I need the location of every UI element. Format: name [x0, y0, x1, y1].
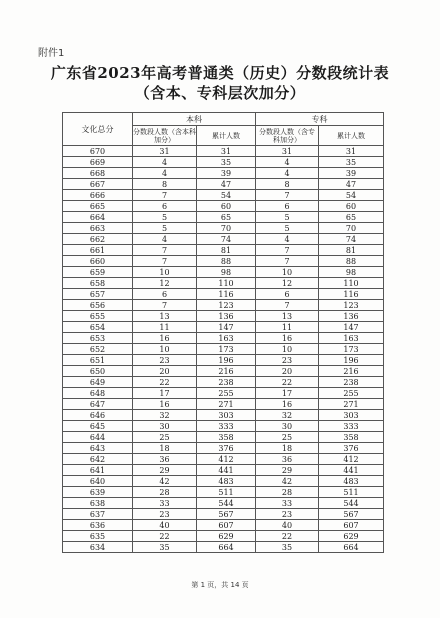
- undergrad-cumulative-cell: 81: [197, 245, 256, 256]
- undergrad-count-cell: 11: [133, 322, 197, 333]
- college-group-header: 专科: [256, 113, 384, 126]
- college-cumulative-cell: 39: [319, 168, 384, 179]
- undergrad-count-cell: 8: [133, 179, 197, 190]
- table-row: [63, 223, 384, 234]
- score-cell: 650: [63, 366, 133, 377]
- score-cell: 652: [63, 344, 133, 355]
- undergrad-cumulative-cell: 441: [197, 465, 256, 476]
- undergrad-count-cell: 28: [133, 487, 197, 498]
- college-cumulative-cell: 238: [319, 377, 384, 388]
- score-cell: 661: [63, 245, 133, 256]
- undergrad-cumulative-cell: 98: [197, 267, 256, 278]
- table-row: [63, 212, 384, 223]
- college-count-cell: 7: [256, 256, 319, 267]
- table-row: [63, 245, 384, 256]
- undergrad-count-cell: 30: [133, 421, 197, 432]
- college-cumulative-cell: 136: [319, 311, 384, 322]
- undergrad-cumulative-cell: 238: [197, 377, 256, 388]
- college-count-cell: 10: [256, 267, 319, 278]
- undergrad-cumulative-cell: 54: [197, 190, 256, 201]
- undergrad-count-cell: 29: [133, 465, 197, 476]
- undergrad-cumulative-cell: 511: [197, 487, 256, 498]
- undergrad-count-cell: 13: [133, 311, 197, 322]
- undergrad-count-cell: 16: [133, 399, 197, 410]
- undergrad-cumulative-cell: 567: [197, 509, 256, 520]
- table-row: [63, 487, 384, 498]
- undergrad-cumulative-cell: 607: [197, 520, 256, 531]
- score-cell: 642: [63, 454, 133, 465]
- college-count-cell: 17: [256, 388, 319, 399]
- score-cell: 668: [63, 168, 133, 179]
- undergrad-cumulative-cell: 255: [197, 388, 256, 399]
- undergrad-cumulative-cell: 358: [197, 432, 256, 443]
- college-count-cell: 22: [256, 377, 319, 388]
- college-cumulative-cell: 65: [319, 212, 384, 223]
- table-row: [63, 157, 384, 168]
- table-row: [63, 179, 384, 190]
- undergrad-cumulative-cell: 544: [197, 498, 256, 509]
- undergrad-cumulative-cell: 31: [197, 146, 256, 157]
- undergrad-count-cell: 7: [133, 245, 197, 256]
- college-cumulative-cell: 511: [319, 487, 384, 498]
- college-cumulative-cell: 196: [319, 355, 384, 366]
- college-cumulative-cell: 629: [319, 531, 384, 542]
- college-cumulative-cell: 88: [319, 256, 384, 267]
- table-row: [63, 388, 384, 399]
- undergrad-count-cell: 33: [133, 498, 197, 509]
- college-cumulative-cell: 544: [319, 498, 384, 509]
- undergrad-cumulative-cell: 70: [197, 223, 256, 234]
- score-column-header: 文化总分: [63, 113, 133, 146]
- table-row: [63, 465, 384, 476]
- college-count-cell: 11: [256, 322, 319, 333]
- table-row: [63, 410, 384, 421]
- college-cumulative-header: 累计人数: [319, 126, 384, 146]
- college-count-cell: 8: [256, 179, 319, 190]
- undergrad-cumulative-cell: 271: [197, 399, 256, 410]
- page-footer: 第 1 页，共 14 页: [191, 581, 249, 589]
- college-count-cell: 35: [256, 542, 319, 553]
- college-count-header: 分数段人数（含专科加分）: [256, 126, 319, 146]
- table-row: [63, 432, 384, 443]
- undergrad-count-cell: 36: [133, 454, 197, 465]
- score-cell: 648: [63, 388, 133, 399]
- college-cumulative-cell: 173: [319, 344, 384, 355]
- college-cumulative-cell: 607: [319, 520, 384, 531]
- score-cell: 637: [63, 509, 133, 520]
- undergrad-cumulative-cell: 173: [197, 344, 256, 355]
- score-cell: 662: [63, 234, 133, 245]
- table-row: [63, 300, 384, 311]
- college-count-cell: 28: [256, 487, 319, 498]
- undergrad-count-header: 分数段人数（含本科加分）: [133, 127, 196, 144]
- undergrad-cumulative-cell: 412: [197, 454, 256, 465]
- table-row: [63, 278, 384, 289]
- college-cumulative-cell: 81: [319, 245, 384, 256]
- table-row: [63, 542, 384, 553]
- college-count-cell: 12: [256, 278, 319, 289]
- table-row: [63, 256, 384, 267]
- undergrad-cumulative-cell: 39: [197, 168, 256, 179]
- undergrad-group-header: 本科: [133, 113, 256, 126]
- undergrad-count-cell: 4: [133, 168, 197, 179]
- college-cumulative-cell: 54: [319, 190, 384, 201]
- score-cell: 664: [63, 212, 133, 223]
- undergrad-cumulative-cell: 35: [197, 157, 256, 168]
- college-count-cell: 7: [256, 245, 319, 256]
- score-cell: 653: [63, 333, 133, 344]
- undergrad-count-cell: 7: [133, 256, 197, 267]
- college-cumulative-cell: 70: [319, 223, 384, 234]
- college-count-cell: 36: [256, 454, 319, 465]
- undergrad-cumulative-cell: 629: [197, 531, 256, 542]
- score-cell: 655: [63, 311, 133, 322]
- college-count-cell: 7: [256, 300, 319, 311]
- college-count-cell: 16: [256, 399, 319, 410]
- college-cumulative-cell: 123: [319, 300, 384, 311]
- score-cell: 669: [63, 157, 133, 168]
- college-count-cell: 18: [256, 443, 319, 454]
- college-cumulative-cell: 376: [319, 443, 384, 454]
- college-cumulative-cell: 147: [319, 322, 384, 333]
- table-row: [63, 421, 384, 432]
- college-count-cell: 30: [256, 421, 319, 432]
- college-count-cell: 10: [256, 344, 319, 355]
- undergrad-count-cell: 6: [133, 289, 197, 300]
- college-cumulative-cell: 441: [319, 465, 384, 476]
- score-cell: 658: [63, 278, 133, 289]
- table-row: [63, 377, 384, 388]
- undergrad-count-cell: 32: [133, 410, 197, 421]
- table-row: [63, 443, 384, 454]
- undergrad-cumulative-cell: 74: [197, 234, 256, 245]
- undergrad-count-cell: 22: [133, 377, 197, 388]
- table-row: [63, 333, 384, 344]
- undergrad-count-cell: 20: [133, 366, 197, 377]
- score-cell: 644: [63, 432, 133, 443]
- college-count-cell: 6: [256, 201, 319, 212]
- undergrad-count-cell: 23: [133, 509, 197, 520]
- score-cell: 660: [63, 256, 133, 267]
- undergrad-count-cell: 40: [133, 520, 197, 531]
- score-cell: 643: [63, 443, 133, 454]
- document-title: 广东省2023年高考普通类（历史）分数段统计表: [50, 64, 390, 82]
- college-count-cell: 40: [256, 520, 319, 531]
- table-row: [63, 146, 384, 157]
- score-cell: 649: [63, 377, 133, 388]
- college-cumulative-cell: 74: [319, 234, 384, 245]
- college-cumulative-cell: 483: [319, 476, 384, 487]
- college-cumulative-cell: 412: [319, 454, 384, 465]
- undergrad-count-cell: 35: [133, 542, 197, 553]
- college-count-cell: 33: [256, 498, 319, 509]
- undergrad-count-cell: 10: [133, 267, 197, 278]
- college-count-cell: 42: [256, 476, 319, 487]
- undergrad-cumulative-cell: 123: [197, 300, 256, 311]
- table-row: [63, 267, 384, 278]
- score-cell: 634: [63, 542, 133, 553]
- undergrad-cumulative-cell: 65: [197, 212, 256, 223]
- table-row: [63, 168, 384, 179]
- college-count-cell: 5: [256, 212, 319, 223]
- undergrad-count-cell: 17: [133, 388, 197, 399]
- undergrad-count-cell: 18: [133, 443, 197, 454]
- undergrad-cumulative-cell: 333: [197, 421, 256, 432]
- undergrad-cumulative-cell: 88: [197, 256, 256, 267]
- college-cumulative-cell: 358: [319, 432, 384, 443]
- undergrad-count-cell: 7: [133, 190, 197, 201]
- undergrad-count-cell: 16: [133, 333, 197, 344]
- college-cumulative-cell: 303: [319, 410, 384, 421]
- score-cell: 656: [63, 300, 133, 311]
- score-cell: 659: [63, 267, 133, 278]
- undergrad-cumulative-header: 累计人数: [197, 126, 256, 146]
- undergrad-count-cell: 31: [133, 146, 197, 157]
- undergrad-cumulative-cell: 60: [197, 201, 256, 212]
- table-row: [63, 399, 384, 410]
- college-cumulative-cell: 47: [319, 179, 384, 190]
- undergrad-count-cell: 10: [133, 344, 197, 355]
- undergrad-count-cell: 7: [133, 300, 197, 311]
- undergrad-cumulative-cell: 303: [197, 410, 256, 421]
- score-cell: 636: [63, 520, 133, 531]
- table-row: [63, 344, 384, 355]
- college-cumulative-cell: 163: [319, 333, 384, 344]
- score-cell: 657: [63, 289, 133, 300]
- undergrad-cumulative-cell: 136: [197, 311, 256, 322]
- table-row: [63, 355, 384, 366]
- college-count-cell: 31: [256, 146, 319, 157]
- undergrad-cumulative-cell: 47: [197, 179, 256, 190]
- score-cell: 666: [63, 190, 133, 201]
- undergrad-cumulative-cell: 196: [197, 355, 256, 366]
- table-row: [63, 190, 384, 201]
- college-cumulative-cell: 255: [319, 388, 384, 399]
- undergrad-cumulative-cell: 147: [197, 322, 256, 333]
- college-count-cell: 32: [256, 410, 319, 421]
- score-cell: 663: [63, 223, 133, 234]
- score-cell: 645: [63, 421, 133, 432]
- undergrad-count-cell: 6: [133, 201, 197, 212]
- college-count-cell: 20: [256, 366, 319, 377]
- table-row: [63, 289, 384, 300]
- score-cell: 640: [63, 476, 133, 487]
- college-count-cell: 23: [256, 509, 319, 520]
- table-row: [63, 366, 384, 377]
- attachment-label: 附件1: [38, 48, 65, 59]
- table-row: [63, 454, 384, 465]
- college-cumulative-cell: 567: [319, 509, 384, 520]
- college-count-cell: 4: [256, 168, 319, 179]
- undergrad-count-cell: 12: [133, 278, 197, 289]
- college-count-cell: 25: [256, 432, 319, 443]
- undergrad-count-cell: 4: [133, 157, 197, 168]
- college-cumulative-cell: 35: [319, 157, 384, 168]
- undergrad-cumulative-cell: 110: [197, 278, 256, 289]
- college-cumulative-cell: 60: [319, 201, 384, 212]
- score-cell: 651: [63, 355, 133, 366]
- score-cell: 665: [63, 201, 133, 212]
- college-cumulative-cell: 216: [319, 366, 384, 377]
- table-body: [63, 146, 384, 553]
- score-cell: 667: [63, 179, 133, 190]
- undergrad-count-cell: 5: [133, 223, 197, 234]
- college-cumulative-cell: 116: [319, 289, 384, 300]
- college-count-cell: 5: [256, 223, 319, 234]
- table-row: [63, 498, 384, 509]
- undergrad-cumulative-cell: 163: [197, 333, 256, 344]
- score-cell: 639: [63, 487, 133, 498]
- table-row: [63, 322, 384, 333]
- college-cumulative-cell: 333: [319, 421, 384, 432]
- undergrad-count-cell: 42: [133, 476, 197, 487]
- table-row: [63, 509, 384, 520]
- undergrad-count-cell: 22: [133, 531, 197, 542]
- score-cell: 635: [63, 531, 133, 542]
- table-row: [63, 520, 384, 531]
- college-cumulative-cell: 271: [319, 399, 384, 410]
- college-cumulative-cell: 664: [319, 542, 384, 553]
- college-count-cell: 4: [256, 157, 319, 168]
- table-row: [63, 311, 384, 322]
- score-cell: 638: [63, 498, 133, 509]
- undergrad-cumulative-cell: 664: [197, 542, 256, 553]
- college-cumulative-cell: 98: [319, 267, 384, 278]
- college-count-cell: 16: [256, 333, 319, 344]
- score-cell: 646: [63, 410, 133, 421]
- college-count-cell: 6: [256, 289, 319, 300]
- undergrad-count-cell: 5: [133, 212, 197, 223]
- undergrad-cumulative-cell: 483: [197, 476, 256, 487]
- college-count-cell: 13: [256, 311, 319, 322]
- college-count-cell: 29: [256, 465, 319, 476]
- table-row: [63, 234, 384, 245]
- score-cell: 647: [63, 399, 133, 410]
- college-cumulative-cell: 110: [319, 278, 384, 289]
- undergrad-cumulative-cell: 116: [197, 289, 256, 300]
- undergrad-count-cell: 4: [133, 234, 197, 245]
- table-row: [63, 201, 384, 212]
- score-cell: 670: [63, 146, 133, 157]
- table-row: [63, 531, 384, 542]
- table-row: [63, 476, 384, 487]
- score-cell: 654: [63, 322, 133, 333]
- undergrad-cumulative-cell: 376: [197, 443, 256, 454]
- score-cell: 641: [63, 465, 133, 476]
- college-cumulative-cell: 31: [319, 146, 384, 157]
- college-count-cell: 4: [256, 234, 319, 245]
- college-count-cell: 7: [256, 190, 319, 201]
- undergrad-cumulative-cell: 216: [197, 366, 256, 377]
- college-count-cell: 22: [256, 531, 319, 542]
- score-distribution-table: [62, 112, 384, 553]
- college-count-cell: 23: [256, 355, 319, 366]
- undergrad-count-cell: 23: [133, 355, 197, 366]
- document-subtitle: （含本、专科层次加分）: [134, 84, 306, 102]
- undergrad-count-cell: 25: [133, 432, 197, 443]
